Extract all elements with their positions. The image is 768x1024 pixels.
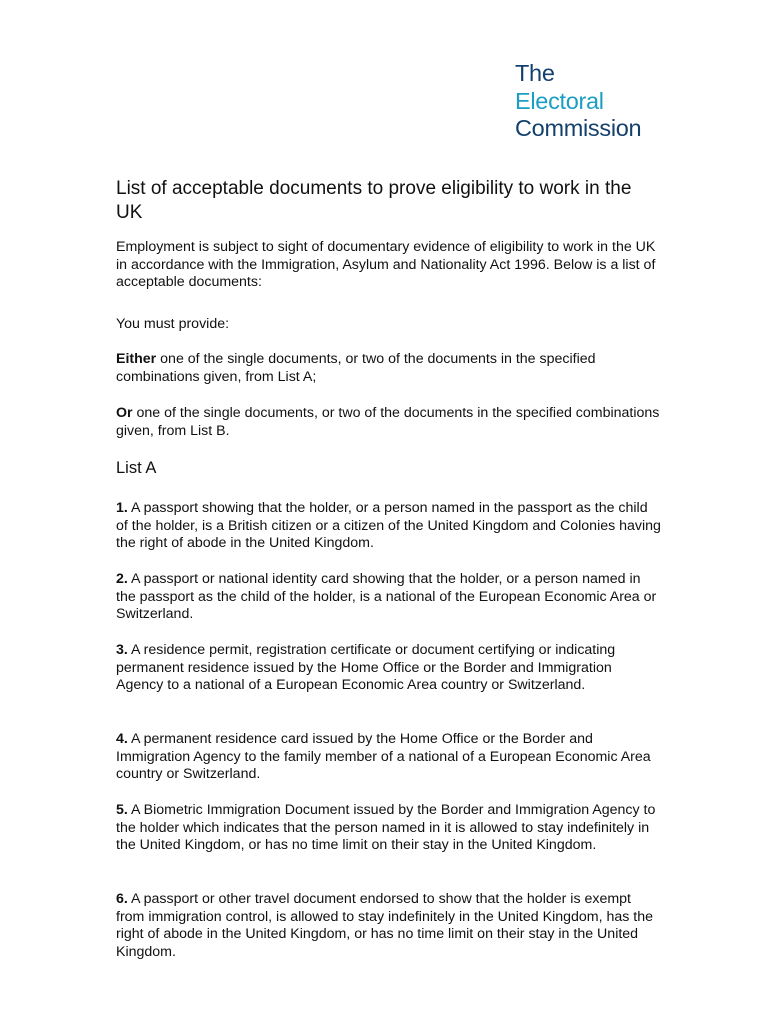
list-item — [116, 891, 661, 962]
must-provide-text: You must provide: — [116, 316, 230, 332]
list-item — [116, 571, 661, 624]
list-item — [116, 642, 661, 695]
either-text: one of the single documents, or two of the documents in the specified combinations given, from List A; — [116, 351, 596, 385]
electoral-commission-logo — [515, 60, 641, 143]
list-item — [116, 500, 661, 553]
list-item-text: A Biometric Immigration Document issued by the Border and Immigration Agency to the holder which indicates that the person named in it is allowed to stay indefinitely in the United Kingdom, or has no time limit on their stay in the United Kingdom. — [116, 802, 656, 854]
logo-line-the: The — [515, 60, 555, 86]
list-a-heading: List A — [116, 459, 157, 477]
either-paragraph — [116, 351, 661, 386]
intro-paragraph: Employment is subject to sight of documentary evidence of eligibility to work in the UK in accordance with the Immigration, Asylum and Nationality Act 1996. Below is a list of acceptable documents: — [116, 239, 656, 291]
list-item — [116, 802, 661, 855]
document-title: List of acceptable documents to prove eligibility to work in the UK — [116, 178, 632, 223]
list-item-number: 2. — [116, 571, 128, 587]
list-item-text: A permanent residence card issued by the Home Office or the Border and Immigration Agency to the family member of a national of a European Economic Area country or Switzerland. — [116, 731, 651, 783]
list-item-number: 1. — [116, 500, 128, 516]
logo-line-commission: Commission — [515, 115, 642, 141]
list-item-text: A residence permit, registration certificate or document certifying or indicating permanent residence issued by the Home Office or the Border and Immigration Agency to a national of a European Economic Area country or Switzerland. — [116, 642, 616, 694]
or-lead: Or — [116, 405, 133, 421]
list-item-text: A passport or other travel document endorsed to show that the holder is exempt from immigration control, is allowed to stay indefinitely in the United Kingdom, has the right of abode in the United Kingdom, or has no time limit on their stay in the United Kingdom. — [116, 891, 654, 961]
logo-line-electoral: Electoral — [515, 87, 604, 114]
list-item-text: A passport showing that the holder, or a person named in the passport as the child of the holder, is a British citizen or a citizen of the United Kingdom and Colonies having the right of abode in the United Kingdom. — [116, 500, 661, 552]
list-item-number: 6. — [116, 891, 128, 907]
list-item-text: A passport or national identity card showing that the holder, or a person named in the passport as the child of the holder, is a national of the European Economic Area or Switzerland. — [116, 571, 657, 623]
or-text: one of the single documents, or two of the documents in the specified combinations given, from List B. — [116, 405, 660, 439]
either-lead: Either — [116, 351, 157, 367]
list-item — [116, 731, 661, 784]
or-paragraph — [116, 405, 661, 440]
list-item-number: 4. — [116, 731, 128, 747]
list-item-number: 5. — [116, 802, 128, 818]
list-item-number: 3. — [116, 642, 128, 658]
